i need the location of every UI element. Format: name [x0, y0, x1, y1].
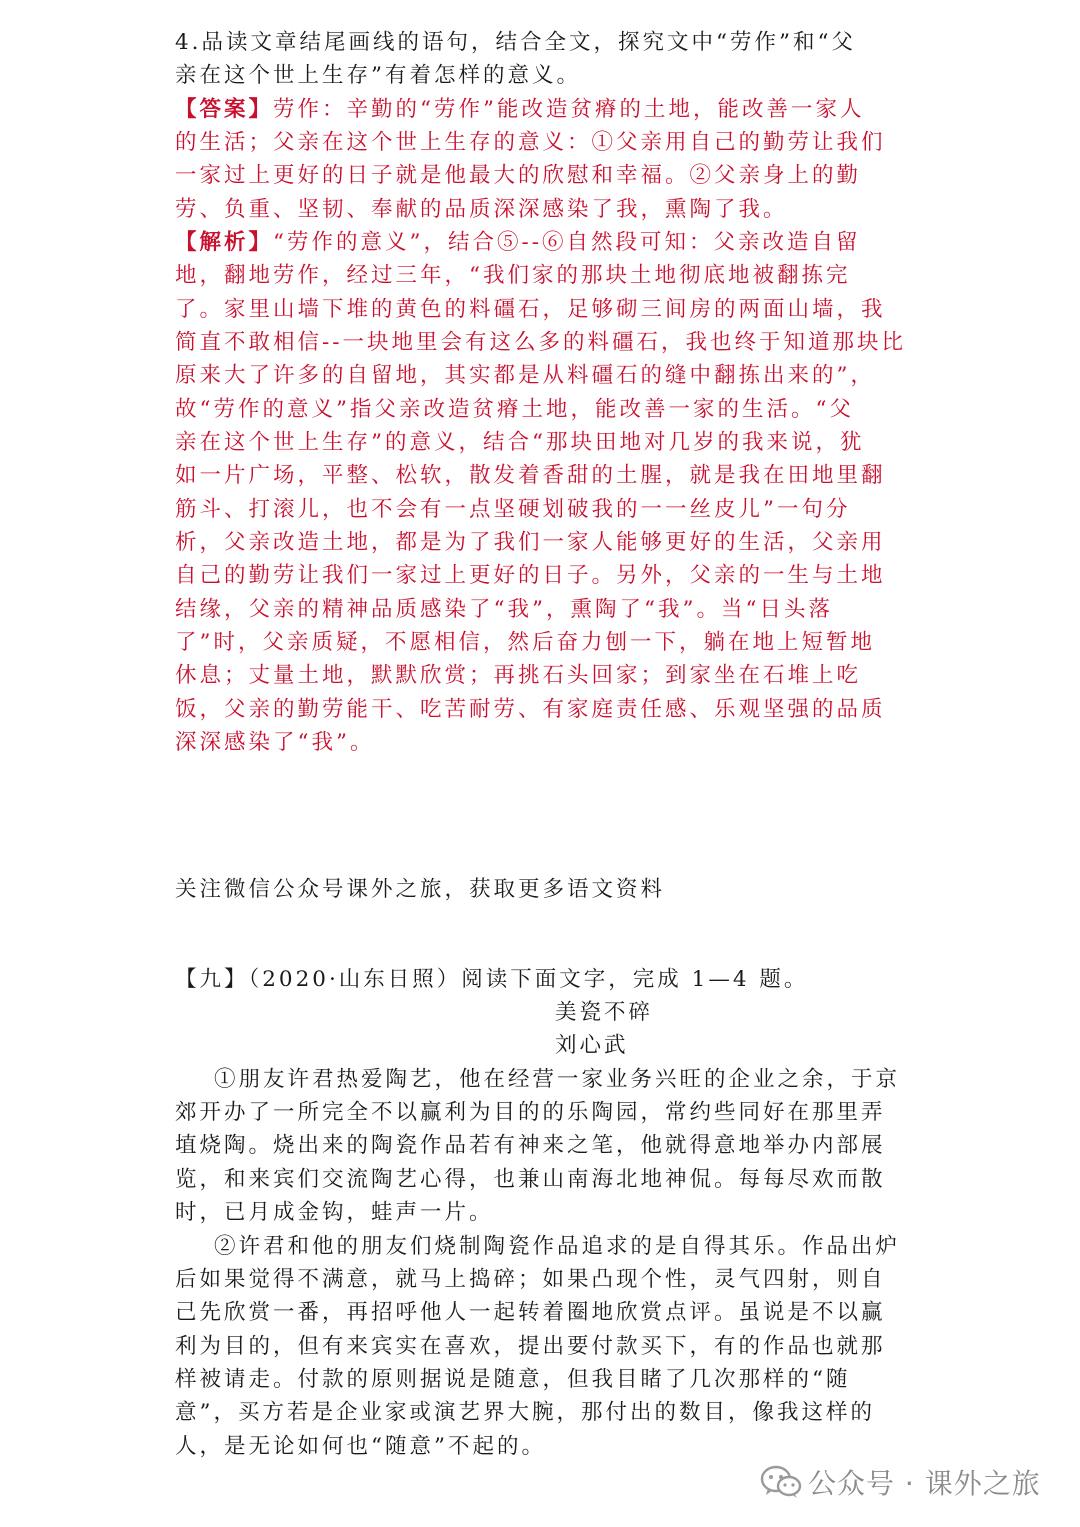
article-line-8: 己先欣赏一番，再招呼他人一起转着圈地欣赏点评。虽说是不以赢 — [175, 1300, 886, 1325]
analysis-line-5: 原来大了许多的自留地，其实都是从料礓石的缝中翻拣出来的”， — [175, 363, 875, 388]
article-author: 刘心武 — [555, 1033, 629, 1058]
analysis-line-9: 筋斗、打滚儿，也不会有一点坚硬划破我的一一丝皮儿”一句分 — [175, 497, 851, 522]
promo-text: 关注微信公众号课外之旅，获取更多语文资料 — [175, 877, 666, 902]
article-line-12: 人，是无论如何也“随意”不起的。 — [175, 1434, 546, 1459]
analysis-line-3: 了。家里山墙下堆的黄色的料礓石，足够砌三间房的两面山墙，我 — [175, 297, 886, 322]
answer-line-3: 一家过上更好的日子就是他最大的欣慰和幸福。②父亲身上的勤 — [175, 163, 862, 188]
analysis-text: “劳作的意义”，结合⑤--⑥自然段可知：父亲改造自留 — [273, 230, 861, 255]
article-line-11: 意”，买方若是企业家或演艺界大腕，那付出的数目，像我这样的 — [175, 1400, 875, 1425]
article-title: 美瓷不碎 — [555, 1000, 654, 1025]
article-line-3: 埴烧陶。烧出来的陶瓷作品若有神来之笔，他就得意地举办内部展 — [175, 1133, 886, 1158]
analysis-line-10: 析，父亲改造土地，都是为了我们一家人能够更好的生活，父亲用 — [175, 530, 886, 555]
article-line-2: 郊开办了一所完全不以赢利为目的的乐陶园，常约些同好在那里弄 — [175, 1100, 886, 1125]
analysis-line-7: 亲在这个世上生存”的意义，结合“那块田地对几岁的我来说，犹 — [175, 430, 865, 455]
analysis-line-4: 简直不敢相信--一块地里会有这么多的料礓石，我也终于知道那块比 — [175, 330, 907, 355]
article-line-7: 后如果觉得不满意，就马上捣碎；如果凸现个性，灵气四射，则自 — [175, 1267, 886, 1292]
analysis-line-1 — [175, 228, 861, 258]
analysis-tag: 【解析】 — [175, 230, 274, 255]
article-line-6: ②许君和他的朋友们烧制陶瓷作品追求的是自得其乐。作品出炉 — [214, 1234, 901, 1259]
analysis-line-11: 自己的勤劳让我们一家过上更好的日子。另外，父亲的一生与土地 — [175, 563, 886, 588]
article-line-4: 览，和来宾们交流陶艺心得，也兼山南海北地神侃。每每尽欢而散 — [175, 1167, 886, 1192]
article-line-5: 时，已月成金钩，蛙声一片。 — [175, 1200, 494, 1225]
answer-line-4: 劳、负重、坚韧、奉献的品质深深感染了我，熏陶了我。 — [175, 197, 788, 222]
analysis-line-16: 深深感染了“我”。 — [175, 730, 375, 755]
analysis-line-13: 了”时，父亲质疑，不愿相信，然后奋力刨一下，躺在地上短暂地 — [175, 630, 875, 655]
wechat-icon — [760, 1464, 802, 1500]
question-4-line-1: 4.品读文章结尾画线的语句，结合全文，探究文中“劳作”和“父 — [175, 30, 856, 55]
watermark-text: 公众号 · 课外之旅 — [808, 1467, 1041, 1500]
wechat-watermark — [760, 1462, 1041, 1502]
article-line-10: 样被请走。付款的原则据说是随意，但我目睹了几次那样的“随 — [175, 1367, 851, 1392]
answer-text: 劳作：辛勤的“劳作”能改造贫瘠的土地，能改善一家人 — [273, 97, 865, 122]
article-line-1: ①朋友许君热爱陶艺，他在经营一家业务兴旺的企业之余，于京 — [214, 1067, 901, 1092]
analysis-line-12: 结缘，父亲的精神品质感染了“我”，熏陶了“我”。当“日头落 — [175, 597, 833, 622]
section-9-header: 【九】（2020·山东日照）阅读下面文字，完成 1—4 题。 — [175, 967, 809, 992]
analysis-line-14: 休息；丈量土地，默默欣赏；再挑石头回家；到家坐在石堆上吃 — [175, 663, 862, 688]
answer-line-2: 的生活；父亲在这个世上生存的意义：①父亲用自己的勤劳让我们 — [175, 130, 886, 155]
article-line-9: 利为目的，但有来宾实在喜欢，提出要付款买下，有的作品也就那 — [175, 1334, 886, 1359]
answer-tag: 【答案】 — [175, 97, 274, 122]
analysis-line-6: 故“劳作的意义”指父亲改造贫瘠土地，能改善一家的生活。“父 — [175, 397, 854, 422]
question-4-line-2: 亲在这个世上生存”有着怎样的意义。 — [175, 63, 581, 88]
analysis-line-15: 饭，父亲的勤劳能干、吃苦耐劳、有家庭责任感、乐观坚强的品质 — [175, 697, 886, 722]
answer-line-1 — [175, 95, 865, 125]
analysis-line-8: 如一片广场，平整、松软，散发着香甜的土腥，就是我在田地里翻 — [175, 463, 886, 488]
analysis-line-2: 地，翻地劳作，经过三年，“我们家的那块土地彻底地被翻拣完 — [175, 263, 851, 288]
